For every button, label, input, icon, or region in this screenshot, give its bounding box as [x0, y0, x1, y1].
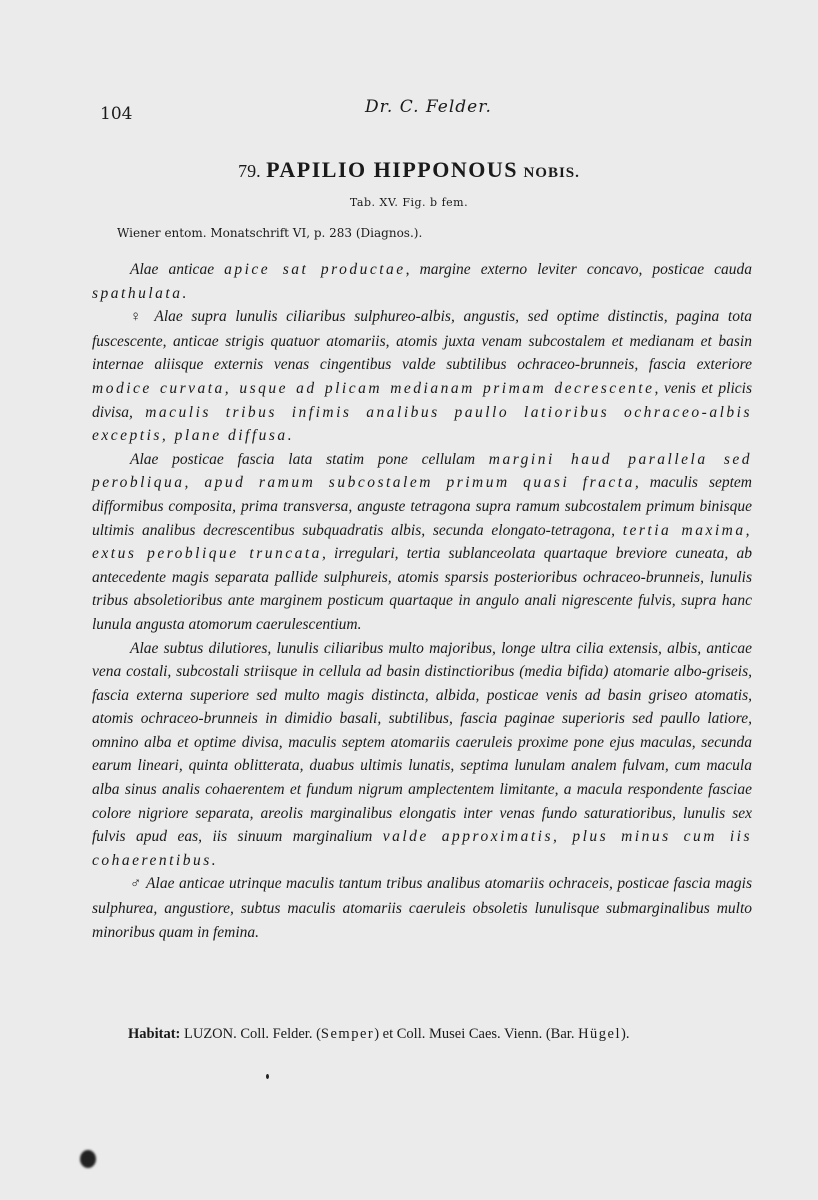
paragraph-forewing-shape: Alae anticae apice sat productae, margine externo leviter concavo, posticae cauda spathulata. [92, 261, 753, 302]
paragraph-female-upperside: ♀ Alae supra lunulis ciliaribus sulphureo-albis, angustis, sed optime distinctis, pagina tota fuscescente, anticae strigis quatuor atomariis, atomis juxta venam subcostalem et medianam et basin internae aliisque externis venas cingentibus valde subtilibus ochraceo-brunneis, fascia exteriore modice curvata, usque ad plicam medianam primam decrescente, venis et plicis divisa, maculis tribus infimis analibus paullo latioribus ochraceo-albis exceptis, plane diffusa. [92, 308, 753, 445]
species-name: PAPILIO HIPPONOUS [266, 157, 518, 182]
habitat-line: Habitat: LUZON. Coll. Felder. (Semper) et Coll. Musei Caes. Vienn. (Bar. Hügel). [128, 1026, 630, 1042]
paragraph-male: ♂ Alae anticae utrinque maculis tantum tribus analibus atomariis ochraceis, posticae fascia magis sulphurea, angustiore, subtus maculis atomariis caeruleis obsoletis lunulisque submarginalibus multo minoribus quam in femina. [92, 875, 753, 941]
description-body [92, 258, 752, 944]
male-symbol: ♂ [130, 876, 142, 893]
ink-dot [266, 1074, 269, 1079]
running-head: Dr. C. Felder. [365, 97, 492, 117]
paragraph-hindwing-band: Alae posticae fascia lata statim pone cellulam margini haud parallela sed perobliqua, apud ramum subcostalem primum quasi fracta, maculis septem difformibus composita, prima transversa, anguste tetragona supra ramum subcostalem primum binisque ultimis analibus decrescentibus subquadratis albis, secunda elongato-tetragona, tertia maxima, extus peroblique truncata, irregulari, tertia sublanceolata quartaque breviore cuneata, ab antecedente magis separata pallide sulphureis, atomis sparsis posterioribus ochraceo-brunneis, lunulis tribus absoletioribus ante marginem posticum quartaque in angulo anali nigrescente fulvis, supra hanc lunula angusta atomorum caerulescentium. [92, 450, 752, 633]
habitat-label: Habitat: [128, 1026, 181, 1042]
female-symbol: ♀ [130, 309, 147, 326]
species-title [0, 157, 818, 183]
page-number: 104 [100, 104, 133, 124]
ink-speck [80, 1150, 96, 1168]
literature-reference: Wiener entom. Monatschrift VI, p. 283 (Diagnos.). [117, 226, 423, 240]
paragraph-underside: Alae subtus dilutiores, lunulis ciliaribus multo majoribus, longe ultra cilia extensis, albis, anticae vena costali, subcostali striisque in cellula ad basin distinctioribus (media bifida) atomarie albo-griseis, fascia externa superiore sed multo magis distincta, albida, posticae venis ad basin griseo atomatis, atomis ochraceo-brunneis in dimidio basali, subtilibus, fascia paginae superioris sed paullo latiore, omnino alba et optime divisa, maculis septem atomariis caeruleis proxime pone ejus maculas, secunda earum lineari, quinta oblitterata, duabus ultimis lunatis, septima lunulam analem fulvam, cum macula alba sinus analis cohaerentem et fundum nigrum amplectentem limitante, a macula respondente fasciae colore nigriore separata, areolis marginalibus elongatis inter venas fundo saturatioribus, lunulis sex fulvis apud eas, iis sinuum marginalium valde approximatis, plus minus cum iis cohaerentibus. [92, 639, 752, 869]
plate-reference: Tab. XV. Fig. b fem. [349, 196, 469, 209]
species-number: 79. [238, 161, 261, 181]
author-nobis: NOBIS. [523, 165, 580, 181]
